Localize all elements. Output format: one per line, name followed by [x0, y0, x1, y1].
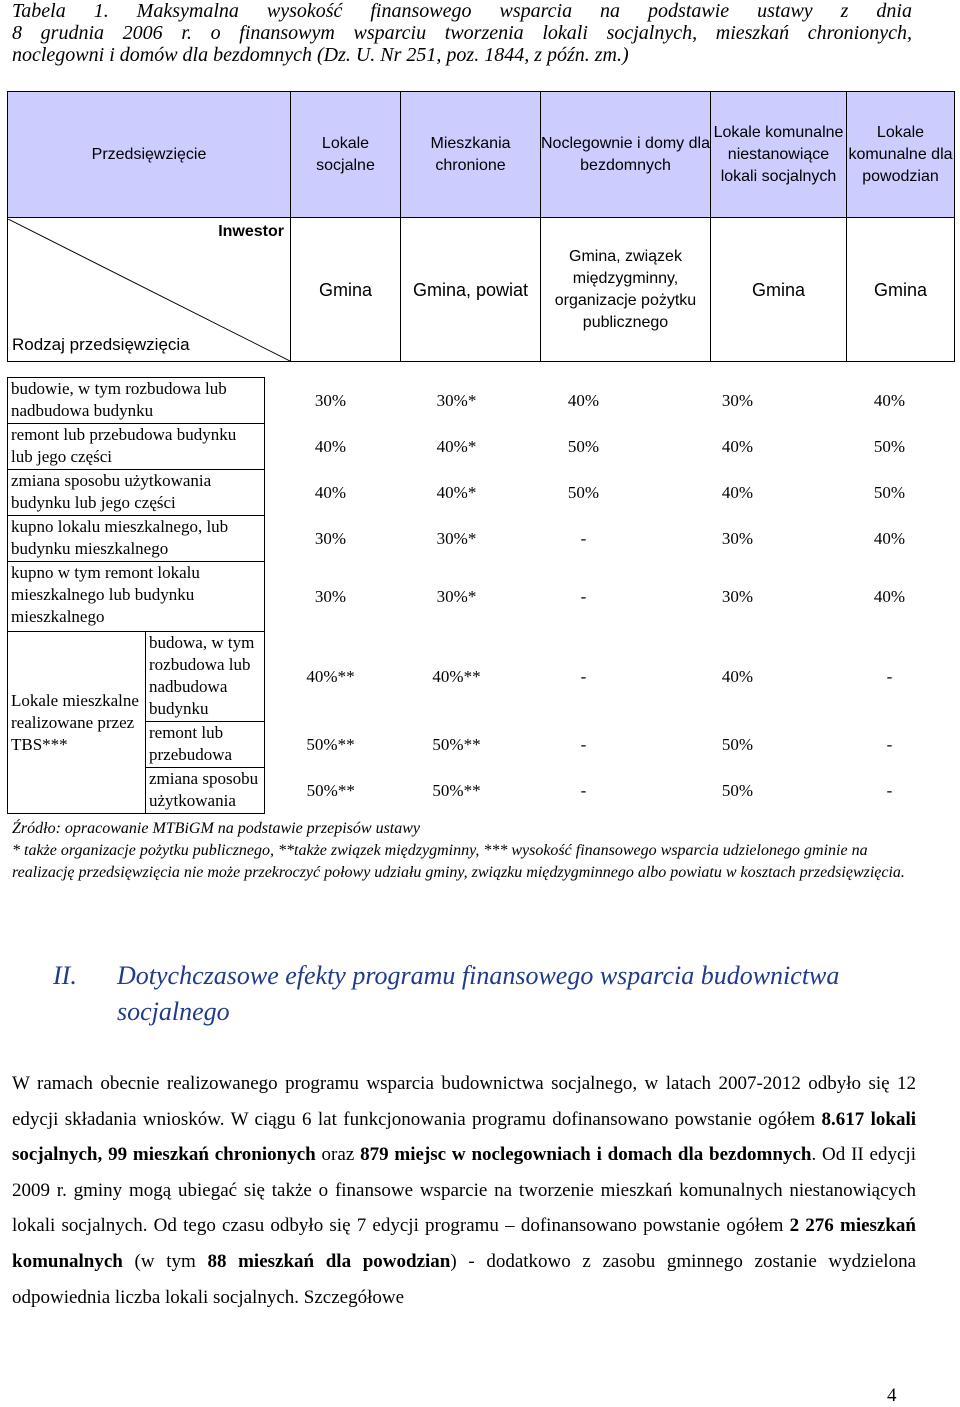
cell-value: 40%	[873, 586, 906, 606]
cell-value: -	[580, 586, 587, 606]
cell-value: 50%	[873, 436, 906, 456]
investor-value: Gmina	[291, 218, 401, 362]
row-label: zmiana sposobu użytkowania	[146, 768, 265, 814]
para-bold: 88 mieszkań dla powodzian	[207, 1250, 451, 1272]
table-row	[8, 722, 955, 768]
table-row	[8, 378, 955, 424]
table-row	[8, 632, 955, 722]
para-bold: 8.617 lokali socjalnych, 99 mieszkań chronionych	[12, 1108, 917, 1166]
cell-value: 40%**	[432, 666, 481, 686]
cell-value: 50%**	[432, 780, 481, 800]
col-header-lokale-socjalne: Lokale socjalne	[291, 92, 401, 218]
source-note: Źródło: opracowanie MTBiGM na podstawie przepisów ustawy	[12, 820, 421, 837]
row-label: remont lub przebudowa budynku lub jego części	[8, 424, 265, 470]
caption-line-1: Tabela 1. Maksymalna wysokość finansowego wsparcia na podstawie ustawy z dnia	[12, 0, 912, 22]
cell-value: -	[580, 780, 587, 800]
para-text: . Od II edycji 2009 r. gminy mogą ubiegać się także o finansowe wsparcie na tworzenie mieszkań komunalnych niestanowiących lokali socjalnych. Od tego czasu odbyło się 7 edycji programu – dofinansowano powstanie ogółem	[12, 1144, 916, 1237]
para-text: oraz	[315, 1144, 361, 1166]
financing-table-header	[7, 91, 955, 362]
row-label: kupno w tym remont lokalu mieszkalnego lub budynku mieszkalnego	[8, 562, 265, 632]
investor-diagonal-cell	[8, 218, 291, 362]
body-paragraph	[12, 1066, 916, 1315]
section-number: II.	[53, 961, 77, 990]
row-label: remont lub przebudowa	[146, 722, 265, 768]
cell-value: -	[580, 666, 587, 686]
investor-value: Gmina	[711, 218, 847, 362]
cell-value: 30%*	[436, 586, 477, 606]
para-text: W ramach obecnie realizowanego programu wsparcia budownictwa socjalnego, w latach 2007-2012 odbyło się 12 edycji składania wniosków. W ciągu 6 lat funkcjonowania programu dofinansowano powstanie ogółem	[12, 1073, 916, 1130]
section-title: Dotychczasowe efekty programu finansowego wsparcia budownictwa socjalnego	[117, 961, 840, 1026]
caption-line-2: 8 grudnia 2006 r. o finansowym wsparciu tworzenia lokali socjalnych, mieszkań chronionych,	[12, 22, 912, 44]
cell-value: 30%	[314, 528, 347, 548]
cell-value: 40%	[721, 666, 754, 686]
row-label: zmiana sposobu użytkowania budynku lub jego części	[8, 470, 265, 516]
cell-value: -	[886, 666, 893, 686]
cell-value: 30%	[721, 390, 754, 410]
cell-value: 50%**	[432, 734, 481, 754]
row-label: budowa, w tym rozbudowa lub nadbudowa budynku	[146, 632, 265, 722]
cell-value: 50%	[873, 482, 906, 502]
para-bold: 2 276 mieszkań komunalnych	[12, 1215, 916, 1272]
row-label: budowie, w tym rozbudowa lub nadbudowa budynku	[8, 378, 265, 424]
cell-value: 50%	[567, 436, 600, 456]
page-number: 4	[887, 1385, 897, 1406]
col-header-lokale-komunalne: Lokale komunalne niestanowiące lokali socjalnych	[711, 92, 847, 218]
cell-value: 30%	[721, 528, 754, 548]
cell-value: 50%**	[306, 780, 355, 800]
cell-value: 40%	[721, 436, 754, 456]
cell-value: 40%	[567, 390, 600, 410]
table-notes	[12, 818, 932, 884]
corner-header: Przedsięwzięcie	[8, 92, 291, 218]
cell-value: 30%*	[436, 390, 477, 410]
cell-value: 40%	[314, 436, 347, 456]
cell-value: 30%	[721, 586, 754, 606]
cell-value: 40%	[314, 482, 347, 502]
footnote: * także organizacje pożytku publicznego, **także związek międzygminny, *** wysokość finansowego wsparcia udzielonego gminie na realizację przedsięwzięcia nie może przekroczyć połowy udziału gminy, związku międzygminnego albo powiatu w kosztach przedsięwzięcia.	[12, 842, 905, 881]
table-row	[8, 470, 955, 516]
cell-value: 40%**	[306, 666, 355, 686]
table-row	[8, 424, 955, 470]
cell-value: 30%	[314, 586, 347, 606]
investor-value: Gmina	[847, 218, 955, 362]
table-row	[8, 768, 955, 814]
section-heading	[53, 958, 840, 1026]
cell-value: 50%	[721, 780, 754, 800]
cell-value: -	[886, 780, 893, 800]
col-header-noclegownie: Noclegownie i domy dla bezdomnych	[541, 92, 711, 218]
investor-value: Gmina, związek międzygminny, organizacje pożytku publicznego	[541, 218, 711, 362]
cell-value: 40%*	[436, 436, 477, 456]
financing-table-body	[7, 377, 955, 814]
cell-value: 40%	[721, 482, 754, 502]
cell-value: 50%	[721, 734, 754, 754]
cell-value: 50%	[567, 482, 600, 502]
table-row	[8, 516, 955, 562]
type-label: Rodzaj przedsięwzięcia	[12, 334, 190, 354]
col-header-mieszkania-chronione: Mieszkania chronione	[401, 92, 541, 218]
cell-value: -	[580, 734, 587, 754]
caption-line-3: noclegowni i domów dla bezdomnych (Dz. U. Nr 251, poz. 1844, z późn. zm.)	[12, 44, 629, 66]
cell-value: 40%	[873, 390, 906, 410]
cell-value: 40%*	[436, 482, 477, 502]
cell-value: 30%*	[436, 528, 477, 548]
table-caption	[12, 0, 912, 66]
investor-value: Gmina, powiat	[401, 218, 541, 362]
para-text: (w tym	[122, 1250, 208, 1272]
tbs-group-label: Lokale mieszkalne realizowane przez TBS***	[8, 632, 146, 814]
para-bold: 879 miejsc w noclegowniach i domach dla bezdomnych	[360, 1144, 812, 1166]
cell-value: -	[886, 734, 893, 754]
col-header-lokale-powodzian: Lokale komunalne dla powodzian	[847, 92, 955, 218]
cell-value: -	[580, 528, 587, 548]
cell-value: 40%	[873, 528, 906, 548]
para-text: ) - dodatkowo z zasobu gminnego zostanie wydzielona odpowiednia liczba lokali socjalnych. Szczegółowe	[12, 1250, 917, 1308]
investor-label: Inwestor	[218, 222, 284, 240]
row-label: kupno lokalu mieszkalnego, lub budynku mieszkalnego	[8, 516, 265, 562]
table-row	[8, 562, 955, 632]
cell-value: 50%**	[306, 734, 355, 754]
cell-value: 30%	[314, 390, 347, 410]
